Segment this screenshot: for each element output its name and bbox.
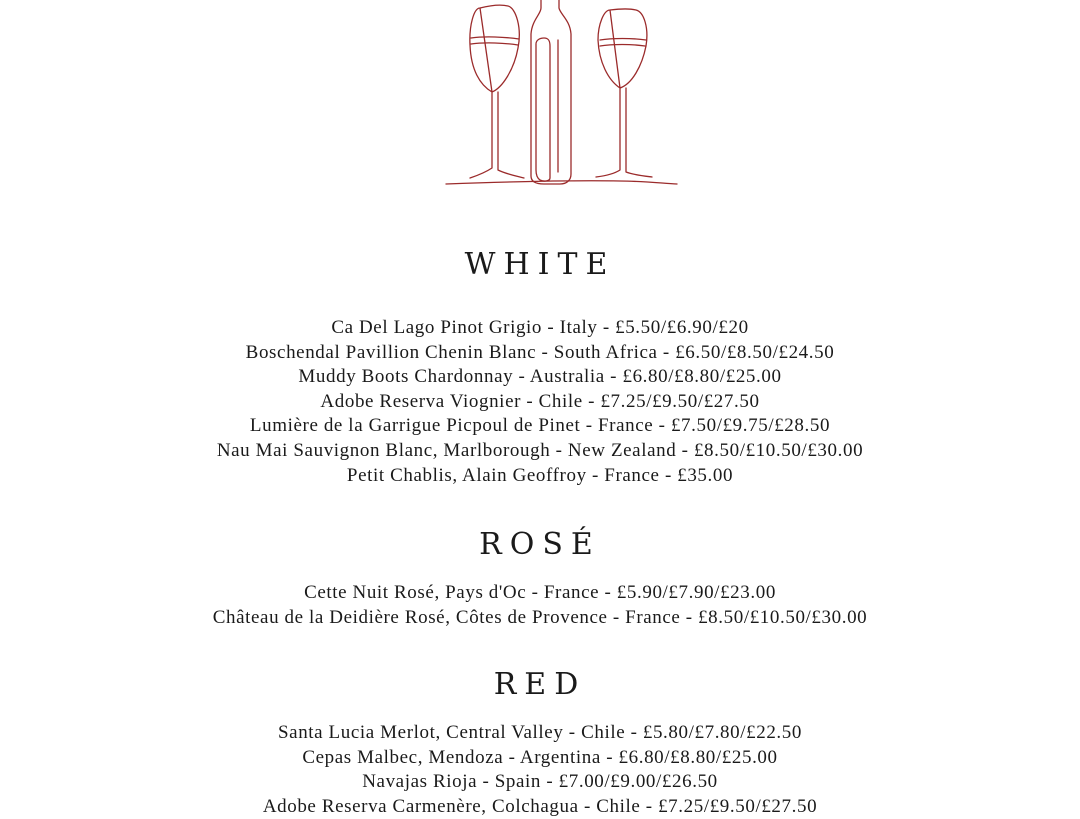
list-item: Ca Del Lago Pinot Grigio - Italy - £5.50/£6.90/£20 — [331, 317, 749, 338]
white-wine-heading: WHITE — [464, 247, 616, 282]
wine-bottle-glasses-illustration — [440, 0, 685, 190]
rose-wine-heading: ROSÉ — [479, 527, 601, 562]
list-item: Petit Chablis, Alain Geoffroy - France - £35.00 — [346, 464, 734, 486]
list-item: Navajas Rioja - Spain - £7.00/£9.00/£26.50 — [362, 771, 718, 793]
white-wine-list — [0, 316, 1080, 488]
list-item: Santa Lucia Merlot, Central Valley - Chile - £5.80/£7.80/£22.50 — [278, 722, 802, 743]
red-wine-heading: RED — [493, 667, 587, 702]
right-wine-glass — [596, 9, 647, 177]
list-item: Boschendal Pavillion Chenin Blanc - South Africa - £6.50/£8.50/£24.50 — [245, 341, 835, 363]
rose-wine-list — [0, 581, 1080, 630]
list-item: Nau Mai Sauvignon Blanc, Marlborough - New Zealand - £8.50/£10.50/£30.00 — [216, 439, 864, 461]
list-item: Adobe Reserva Carmenère, Colchagua - Chile - £7.25/£9.50/£27.50 — [262, 795, 818, 817]
list-item: Cette Nuit Rosé, Pays d'Oc - France - £5.90/£7.90/£23.00 — [304, 582, 776, 603]
list-item: Muddy Boots Chardonnay - Australia - £6.80/£8.80/£25.00 — [298, 366, 782, 388]
wine-bottle — [531, 0, 571, 184]
list-item: Lumière de la Garrigue Picpoul de Pinet - France - £7.50/£9.75/£28.50 — [249, 415, 831, 437]
list-item: Château de la Deidière Rosé, Côtes de Provence - France - £8.50/£10.50/£30.00 — [212, 606, 868, 628]
red-wine-list — [0, 721, 1080, 819]
list-item: Cepas Malbec, Mendoza - Argentina - £6.80/£8.80/£25.00 — [302, 746, 778, 768]
left-wine-glass — [470, 5, 519, 178]
list-item: Adobe Reserva Viognier - Chile - £7.25/£9.50/£27.50 — [320, 390, 760, 412]
